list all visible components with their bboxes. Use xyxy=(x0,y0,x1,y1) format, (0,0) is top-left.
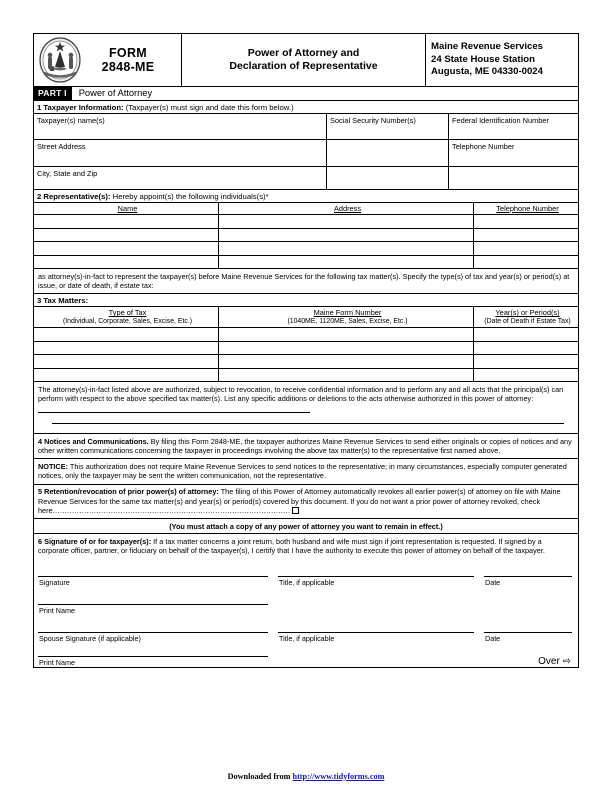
print-name-spacer-2 xyxy=(480,587,578,615)
title-rule xyxy=(278,576,474,577)
right-arrow-icon: ⇨ xyxy=(562,655,571,667)
spouse-title-rule xyxy=(278,632,474,633)
authorization-paragraph xyxy=(34,382,578,416)
tm-years-cell[interactable] xyxy=(474,355,578,368)
rep-telephone-cell[interactable] xyxy=(474,256,578,269)
city-state-zip-field[interactable] xyxy=(34,167,327,189)
taxpayer-row-2 xyxy=(34,140,578,167)
rep-telephone-cell[interactable] xyxy=(474,242,578,255)
spouse-signature-label: Spouse Signature (if applicable) xyxy=(39,633,141,643)
tm-type-cell[interactable] xyxy=(34,328,219,341)
date-label: Date xyxy=(485,577,501,587)
additions-deletions-line-1[interactable] xyxy=(38,404,310,413)
telephone-field[interactable] xyxy=(449,140,578,166)
street-address-field[interactable] xyxy=(34,140,327,166)
form-identifier xyxy=(81,46,181,74)
rep-name-cell[interactable] xyxy=(34,215,219,228)
part-banner xyxy=(34,87,578,101)
rep-col-name-header: Name xyxy=(34,203,219,214)
attach-copy-note: (You must attach a copy of any power of attorney you want to remain in effect.) xyxy=(34,519,578,534)
signature-rule xyxy=(38,576,268,577)
masthead xyxy=(34,34,578,87)
section5-retention xyxy=(34,485,578,520)
taxpayer-row-3 xyxy=(34,167,578,190)
spouse-title-label: Title, if applicable xyxy=(279,633,335,643)
section4-notices xyxy=(34,434,578,459)
tm-form-cell[interactable] xyxy=(219,328,474,341)
tm-years-cell[interactable] xyxy=(474,342,578,355)
tax-matters-table-header xyxy=(34,307,578,328)
over-text-group xyxy=(538,656,571,667)
agency-address xyxy=(426,34,578,86)
date-rule xyxy=(484,576,572,577)
section5-body: The filing of this Power of Attorney automatically revokes all earlier power(s) of attorney on file with Maine Revenue Services for the same tax matter(s) and year(s) or period(s) covered by this document. If you do not want a prior power of attorney revoked, check here xyxy=(38,487,561,515)
ssn-field-continued-2[interactable] xyxy=(327,167,449,189)
table-row[interactable] xyxy=(34,242,578,256)
footer xyxy=(0,772,612,781)
signature-label: Signature xyxy=(39,577,70,587)
rep-name-cell[interactable] xyxy=(34,242,219,255)
spouse-date-rule xyxy=(484,632,572,633)
part-title: Power of Attorney xyxy=(78,88,153,98)
spouse-date-label: Date xyxy=(485,633,501,643)
tm-years-cell[interactable] xyxy=(474,328,578,341)
taxpayer-names-label: Taxpayer(s) name(s) xyxy=(37,115,105,125)
rep-address-cell[interactable] xyxy=(219,229,474,242)
telephone-field-continued[interactable] xyxy=(449,167,578,189)
table-row[interactable] xyxy=(34,229,578,243)
retain-prior-poa-checkbox[interactable] xyxy=(292,507,299,514)
maine-state-seal-icon xyxy=(39,37,81,83)
spouse-title-field[interactable] xyxy=(274,615,480,643)
rep-name-cell[interactable] xyxy=(34,229,219,242)
title-field[interactable] xyxy=(274,559,480,587)
signature-block xyxy=(34,559,578,667)
section6-heading: 6 Signature of or for taxpayer(s): xyxy=(38,536,152,546)
print-name-row-2 xyxy=(34,643,578,667)
agency-street: 24 State House Station xyxy=(431,53,535,65)
rep-telephone-cell[interactable] xyxy=(474,215,578,228)
notice-label: NOTICE: xyxy=(38,461,68,471)
taxpayer-names-field[interactable] xyxy=(34,114,327,139)
fein-field[interactable] xyxy=(449,114,578,139)
signature-field[interactable] xyxy=(34,559,274,587)
section4-notice-callout xyxy=(34,459,578,484)
table-row[interactable] xyxy=(34,342,578,356)
rep-address-cell[interactable] xyxy=(219,242,474,255)
form-title-line2: Declaration of Representative xyxy=(229,60,378,72)
tm-col-type-header: Type of Tax (Individual, Corporate, Sales, Excise, Etc.) xyxy=(34,307,219,327)
spouse-signature-field[interactable] xyxy=(34,615,274,643)
form-title-line1: Power of Attorney and xyxy=(247,47,360,59)
section4-heading: 4 Notices and Communications. xyxy=(38,436,149,446)
table-row[interactable] xyxy=(34,256,578,270)
tm-type-cell[interactable] xyxy=(34,355,219,368)
tm-form-cell[interactable] xyxy=(219,369,474,382)
ssn-label: Social Security Number(s) xyxy=(330,115,416,125)
tm-col-form-header: Maine Form Number (1040ME, 1120ME, Sales, Excise, Etc.) xyxy=(219,307,474,327)
taxpayer-row-1 xyxy=(34,114,578,140)
section2-heading xyxy=(34,190,578,203)
table-row[interactable] xyxy=(34,369,578,383)
print-name-label: Print Name xyxy=(39,605,75,615)
form-2848-me xyxy=(33,33,579,668)
title-label: Title, if applicable xyxy=(279,577,335,587)
representatives-table-header xyxy=(34,203,578,215)
section5-heading: 5 Retention/revocation of prior power(s) of attorney: xyxy=(38,487,219,497)
spouse-signature-rule xyxy=(38,632,268,633)
section6-body: If a tax matter concerns a joint return, both husband and wife must sign if joint representation is requested. If signed by a corporate officer, partner, or fiduciary on behalf of the taxpayer(s), I certify that I have the authority to execute this power of attorney on behalf of the taxpayer. xyxy=(38,536,545,556)
print-name-field[interactable] xyxy=(34,587,274,615)
masthead-left xyxy=(34,34,182,86)
rep-name-cell[interactable] xyxy=(34,256,219,269)
section1-heading-bold: 1 Taxpayer Information: xyxy=(37,102,124,112)
form-title xyxy=(182,34,426,86)
footer-prefix: Downloaded from xyxy=(227,772,293,781)
spouse-print-name-rule xyxy=(38,656,268,657)
print-name-row-1 xyxy=(34,587,578,615)
street-address-label: Street Address xyxy=(37,141,86,151)
tm-years-cell[interactable] xyxy=(474,369,578,382)
spouse-print-name-field[interactable] xyxy=(34,643,274,667)
rep-telephone-cell[interactable] xyxy=(474,229,578,242)
print-name-rule xyxy=(38,604,268,605)
ssn-field-continued[interactable] xyxy=(327,140,449,166)
section4-body: By filing this Form 2848-ME, the taxpayer authorizes Maine Revenue Services to send either originals or copies of notices and any other written communications concerning the taxpayer in proceedings involving the above tax matter(s) to the representative first named above. xyxy=(38,436,572,455)
section5-dot-leader: .................................................................................................. xyxy=(52,505,291,515)
authorization-text: The attorney(s)-in-fact listed above are authorized, subject to revocation, to receive confidential information and to perform any and all acts that the principal(s) can perform with respect to the above specified tax matter(s). List any specific additions or deletions to the acts otherwise authorized in this power of attorney: xyxy=(38,384,564,404)
tm-col-years-header: Year(s) or Period(s) (Date of Death if Estate Tax) xyxy=(484,308,571,326)
part-tag: PART I xyxy=(34,87,72,100)
form-number: 2848-ME xyxy=(101,60,155,74)
spouse-print-spacer xyxy=(274,643,480,667)
agency-name: Maine Revenue Services xyxy=(431,41,543,53)
over-label: Over xyxy=(538,655,560,667)
section2-footnote: as attorney(s)-in-fact to represent the taxpayer(s) before Maine Revenue Services for the following tax matter(s). Specify the type(s) of tax and year(s) or period(s) at issue, or date of death, if estate tax: xyxy=(34,269,578,294)
fein-label: Federal Identification Number xyxy=(452,115,549,125)
notice-body: This authorization does not require Maine Revenue Services to send notices to the representative; in many circumstances, especially computer generated notices, only the taxpayer may be sent the written communication, not the representative. xyxy=(38,461,567,481)
table-row[interactable] xyxy=(34,328,578,342)
ssn-field[interactable] xyxy=(327,114,449,139)
signature-row-1 xyxy=(34,559,578,587)
section2-heading-bold: 2 Representative(s): xyxy=(37,191,111,201)
signature-row-2 xyxy=(34,615,578,643)
rep-address-cell[interactable] xyxy=(219,215,474,228)
table-row[interactable] xyxy=(34,215,578,229)
tm-form-cell[interactable] xyxy=(219,355,474,368)
print-name-spacer xyxy=(274,587,480,615)
section1-heading-rest: (Taxpayer(s) must sign and date this form below.) xyxy=(123,102,294,112)
tm-type-cell[interactable] xyxy=(34,369,219,382)
section6-signature-instructions xyxy=(34,534,578,558)
spouse-print-name-label: Print Name xyxy=(39,657,75,667)
form-word: FORM xyxy=(109,46,147,60)
over-indicator xyxy=(480,643,578,667)
spouse-date-field[interactable] xyxy=(480,615,578,643)
telephone-label: Telephone Number xyxy=(452,141,515,151)
tm-type-cell[interactable] xyxy=(34,342,219,355)
rep-col-telephone-header: Telephone Number xyxy=(496,204,559,213)
rep-address-cell[interactable] xyxy=(219,256,474,269)
agency-city-state-zip: Augusta, ME 04330-0024 xyxy=(431,66,543,78)
section2-heading-rest: Hereby appoint(s) the following individuals(s)* xyxy=(110,191,269,201)
rep-col-address-header: Address xyxy=(219,203,474,214)
authorization-block xyxy=(34,382,578,434)
date-field[interactable] xyxy=(480,559,578,587)
section1-heading xyxy=(34,101,578,114)
footer-url[interactable]: http://www.tidyforms.com xyxy=(292,772,385,781)
city-state-zip-label: City, State and Zip xyxy=(37,168,98,178)
section3-heading: 3 Tax Matters: xyxy=(34,294,578,307)
tm-form-cell[interactable] xyxy=(219,342,474,355)
table-row[interactable] xyxy=(34,355,578,369)
